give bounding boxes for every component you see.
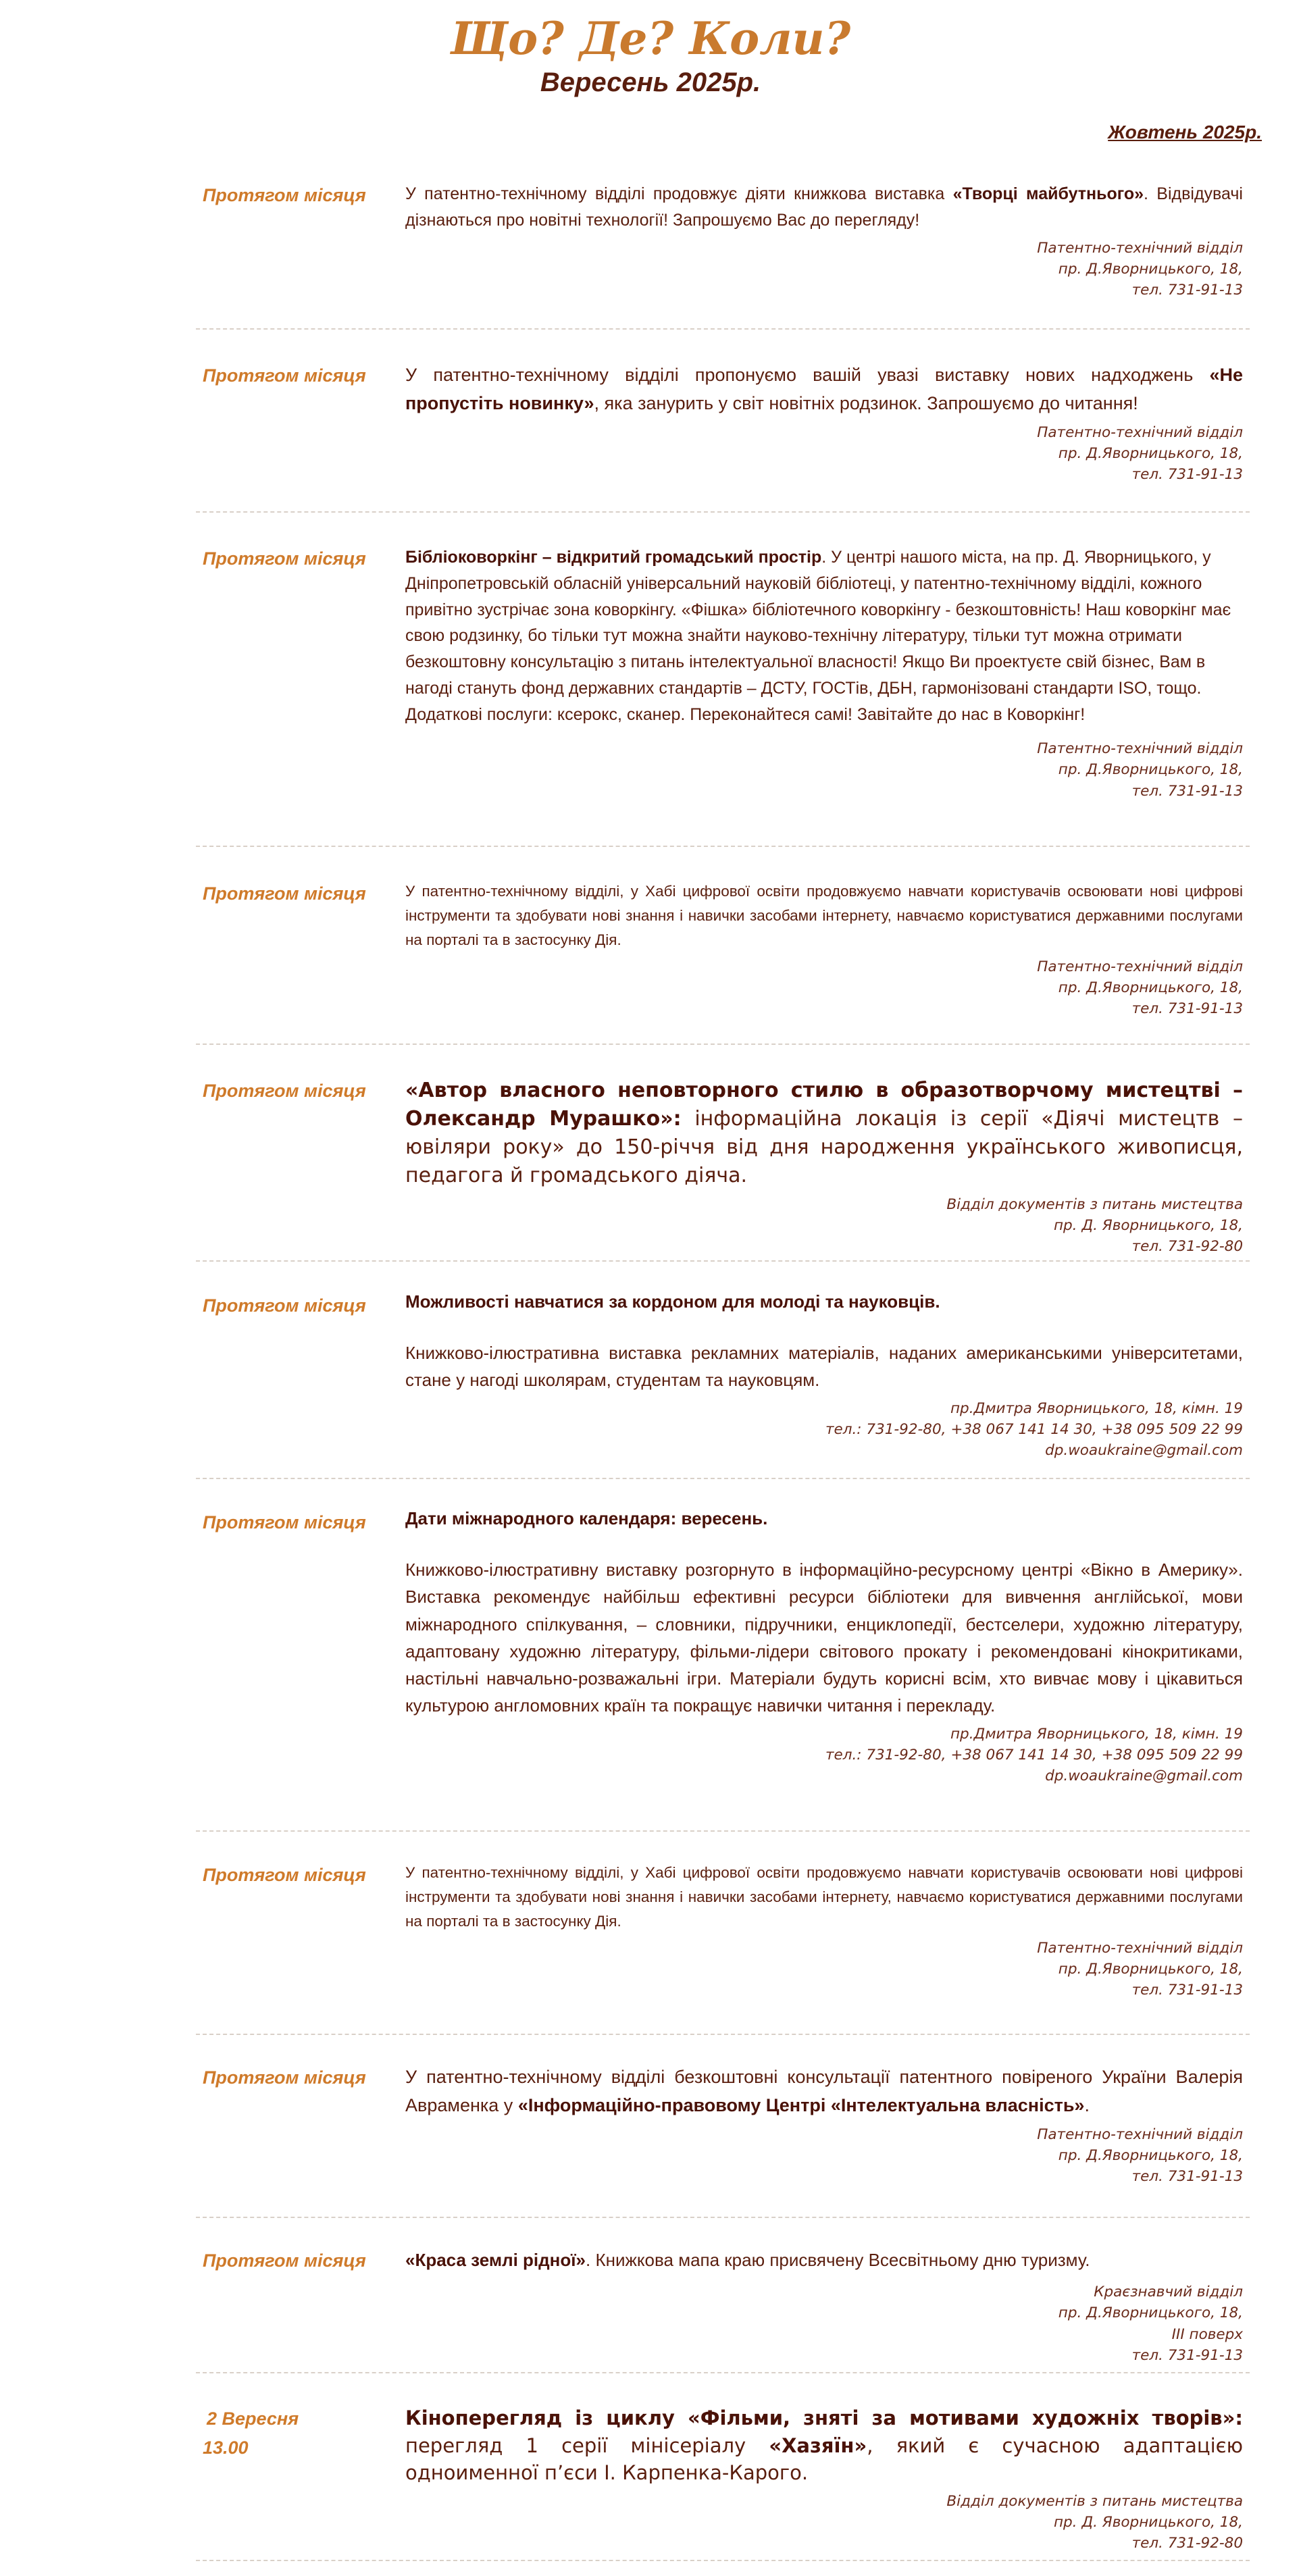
- event-address: Краєзнавчий відділ пр. Д.Яворницького, 18, ІІІ поверх тел. 731-91-13: [1058, 2284, 1243, 2364]
- event-address: пр.Дмитра Яворницького, 18, кімн. 19 тел.: 731-92-80, +38 067 141 14 30, +38 095 509 22 99 dp.woaukraine@gmail.com: [825, 1725, 1243, 1785]
- event-date: Протягом місяця: [203, 548, 366, 569]
- event-date: 2 Вересня 13.00: [203, 2408, 299, 2458]
- event-date: Протягом місяця: [203, 1295, 366, 1316]
- divider: [196, 511, 1250, 513]
- event-description: У патентно-технічному відділі, у Хабі цифрової освіти продовжуємо навчати користувачів освоювати нові цифрові інструменти та здобувати нові знання і навички засобами інтернету, навчаємо користуватися державними послугами на порталі та в застосунку Дія.: [405, 1864, 1243, 1930]
- event-address: пр.Дмитра Яворницького, 18, кімн. 19 тел.: 731-92-80, +38 067 141 14 30, +38 095 509 22 99 dp.woaukraine@gmail.com: [825, 1399, 1243, 1459]
- event-description: У патентно-технічному відділі продовжує діяти книжкова виставка «Творці майбутнього». Відвідувачі дізнаються про новітні технології! Запрошуємо Вас до перегляду!: [405, 184, 1243, 230]
- divider: [196, 1830, 1250, 1832]
- event-address: Патентно-технічний відділ пр. Д.Яворницького, 18, тел. 731-91-13: [1037, 958, 1243, 1018]
- event-description: Книжково-ілюстративну виставку розгорнуто в інформаційно-ресурсному центрі «Вікно в Америку». Виставка рекомендує найбільш ефективні ресурси бібліотеки для вивчення англійської, мови міжнародного спілкування, – словники, підручники, енциклопедії, бестселери, художню літературу, адаптовану художню літературу, фільми-лідери світового прокату і рекомендовані кінокритиками, настільні навчально-розважальні ігри. Матеріали будуть корисні всім, хто вивчає мову і цікавиться культурою англомовних країн та покращує навички читання і перекладу.: [405, 1560, 1243, 1716]
- event-address: Відділ документів з питань мистецтва пр. Д. Яворницького, 18, тел. 731-92-80: [946, 2492, 1243, 2552]
- page-subtitle: Вересень 2025р.: [540, 68, 761, 97]
- event-address: Патентно-технічний відділ пр. Д.Яворницького, 18, тел. 731-91-13: [1037, 239, 1243, 299]
- divider: [196, 2217, 1250, 2218]
- divider: [196, 1478, 1250, 1479]
- page-title: Що? Де? Коли?: [450, 12, 851, 65]
- event-address: Патентно-технічний відділ пр. Д.Яворницького, 18, тел. 731-91-13: [1037, 740, 1243, 800]
- event-date: Протягом місяця: [203, 883, 366, 904]
- divider: [196, 1260, 1250, 1262]
- event-description: У патентно-технічному відділі безкоштовні консультації патентного повіреного України Валерія Авраменка у «Інформаційно-правовому Центрі «Інтелектуальна власність».: [405, 2067, 1243, 2115]
- divider: [196, 846, 1250, 847]
- event-description: У патентно-технічному відділі пропонуємо вашій увазі виставку нових надходжень «Не пропустіть новинку», яка занурить у світ новітніх родзинок. Запрошуємо до читання!: [405, 365, 1243, 413]
- event-date: Протягом місяця: [203, 365, 366, 386]
- event-heading: Дати міжнародного календаря: вересень.: [405, 1508, 768, 1528]
- event-description: Кіноперегляд із циклу «Фільми, зняті за мотивами художніх творів»: перегляд 1 серії мінісеріалу «Хазяїн», який є сучасною адаптацією одноименної п’єси І. Карпенка-Карого.: [405, 2406, 1243, 2485]
- event-address: Відділ документів з питань мистецтва пр. Д. Яворницького, 18, тел. 731-92-80: [946, 1196, 1243, 1256]
- divider: [196, 1044, 1250, 1045]
- divider: [196, 328, 1250, 330]
- event-address: Патентно-технічний відділ пр. Д.Яворницького, 18, тел. 731-91-13: [1037, 423, 1243, 484]
- event-address: Патентно-технічний відділ пр. Д.Яворницького, 18, тел. 731-91-13: [1037, 2126, 1243, 2186]
- event-date: Протягом місяця: [203, 2067, 366, 2088]
- event-date: Протягом місяця: [203, 1865, 366, 1885]
- event-description: Книжково-ілюстративна виставка рекламних матеріалів, наданих американськими університетами, стане у нагоді школярам, студентам та науковцям.: [405, 1343, 1243, 1391]
- event-heading: Можливості навчатися за кордоном для молоді та науковців.: [405, 1291, 940, 1312]
- divider: [196, 2372, 1250, 2373]
- event-description: «Краса землі рідної». Книжкова мапа краю присвячену Всесвітньому дню туризму.: [405, 2250, 1090, 2270]
- event-description: У патентно-технічному відділі, у Хабі цифрової освіти продовжуємо навчати користувачів освоювати нові цифрові інструменти та здобувати нові знання і навички засобами інтернету, навчаємо користуватися державними послугами на порталі та в застосунку Дія.: [405, 883, 1243, 948]
- event-date: Протягом місяця: [203, 2250, 366, 2271]
- event-description: Бібліоковоркінг – відкритий громадський простір. У центрі нашого міста, на пр. Д. Яворницького, у Дніпропетровській обласній універсальний науковій бібліотеці, у патентно-технічному відділі, кожного привітно зустрічає зона коворкінгу. «Фішка» бібліотечного коворкінгу - безкоштовність! Наш коворкінг має свою родзинку, бо тільки тут можна знайти науково-технічну літературу, тільки тут можна отримати безкоштовну консультацію з питань інтелектуальної власності! Якщо Ви проектуєте свій бізнес, Вам в нагоді стануть фонд державних стандартів – ДСТУ, ГОСТів, ДБН, гармонізовані стандарти ISO, тощо. Додаткові послуги: ксерокс, сканер. Переконайтеся самі! Завітайте до нас в Коворкінг!: [405, 548, 1231, 724]
- event-date: Протягом місяця: [203, 1512, 366, 1532]
- event-date: Протягом місяця: [203, 1081, 366, 1101]
- divider: [196, 2034, 1250, 2035]
- event-address: Патентно-технічний відділ пр. Д.Яворницького, 18, тел. 731-91-13: [1037, 1940, 1243, 1999]
- next-month-link[interactable]: Жовтень 2025р.: [1108, 122, 1262, 143]
- divider: [196, 2560, 1250, 2561]
- event-description: «Автор власного неповторного стилю в образотворчому мистецтві – Олександр Мурашко»: інформаційна локація із серії «Діячі мистецтв – ювіляри року» до 150-річчя від дня народження українського живописця, педагога й громадського діяча.: [405, 1079, 1243, 1187]
- event-date: Протягом місяця: [203, 185, 366, 205]
